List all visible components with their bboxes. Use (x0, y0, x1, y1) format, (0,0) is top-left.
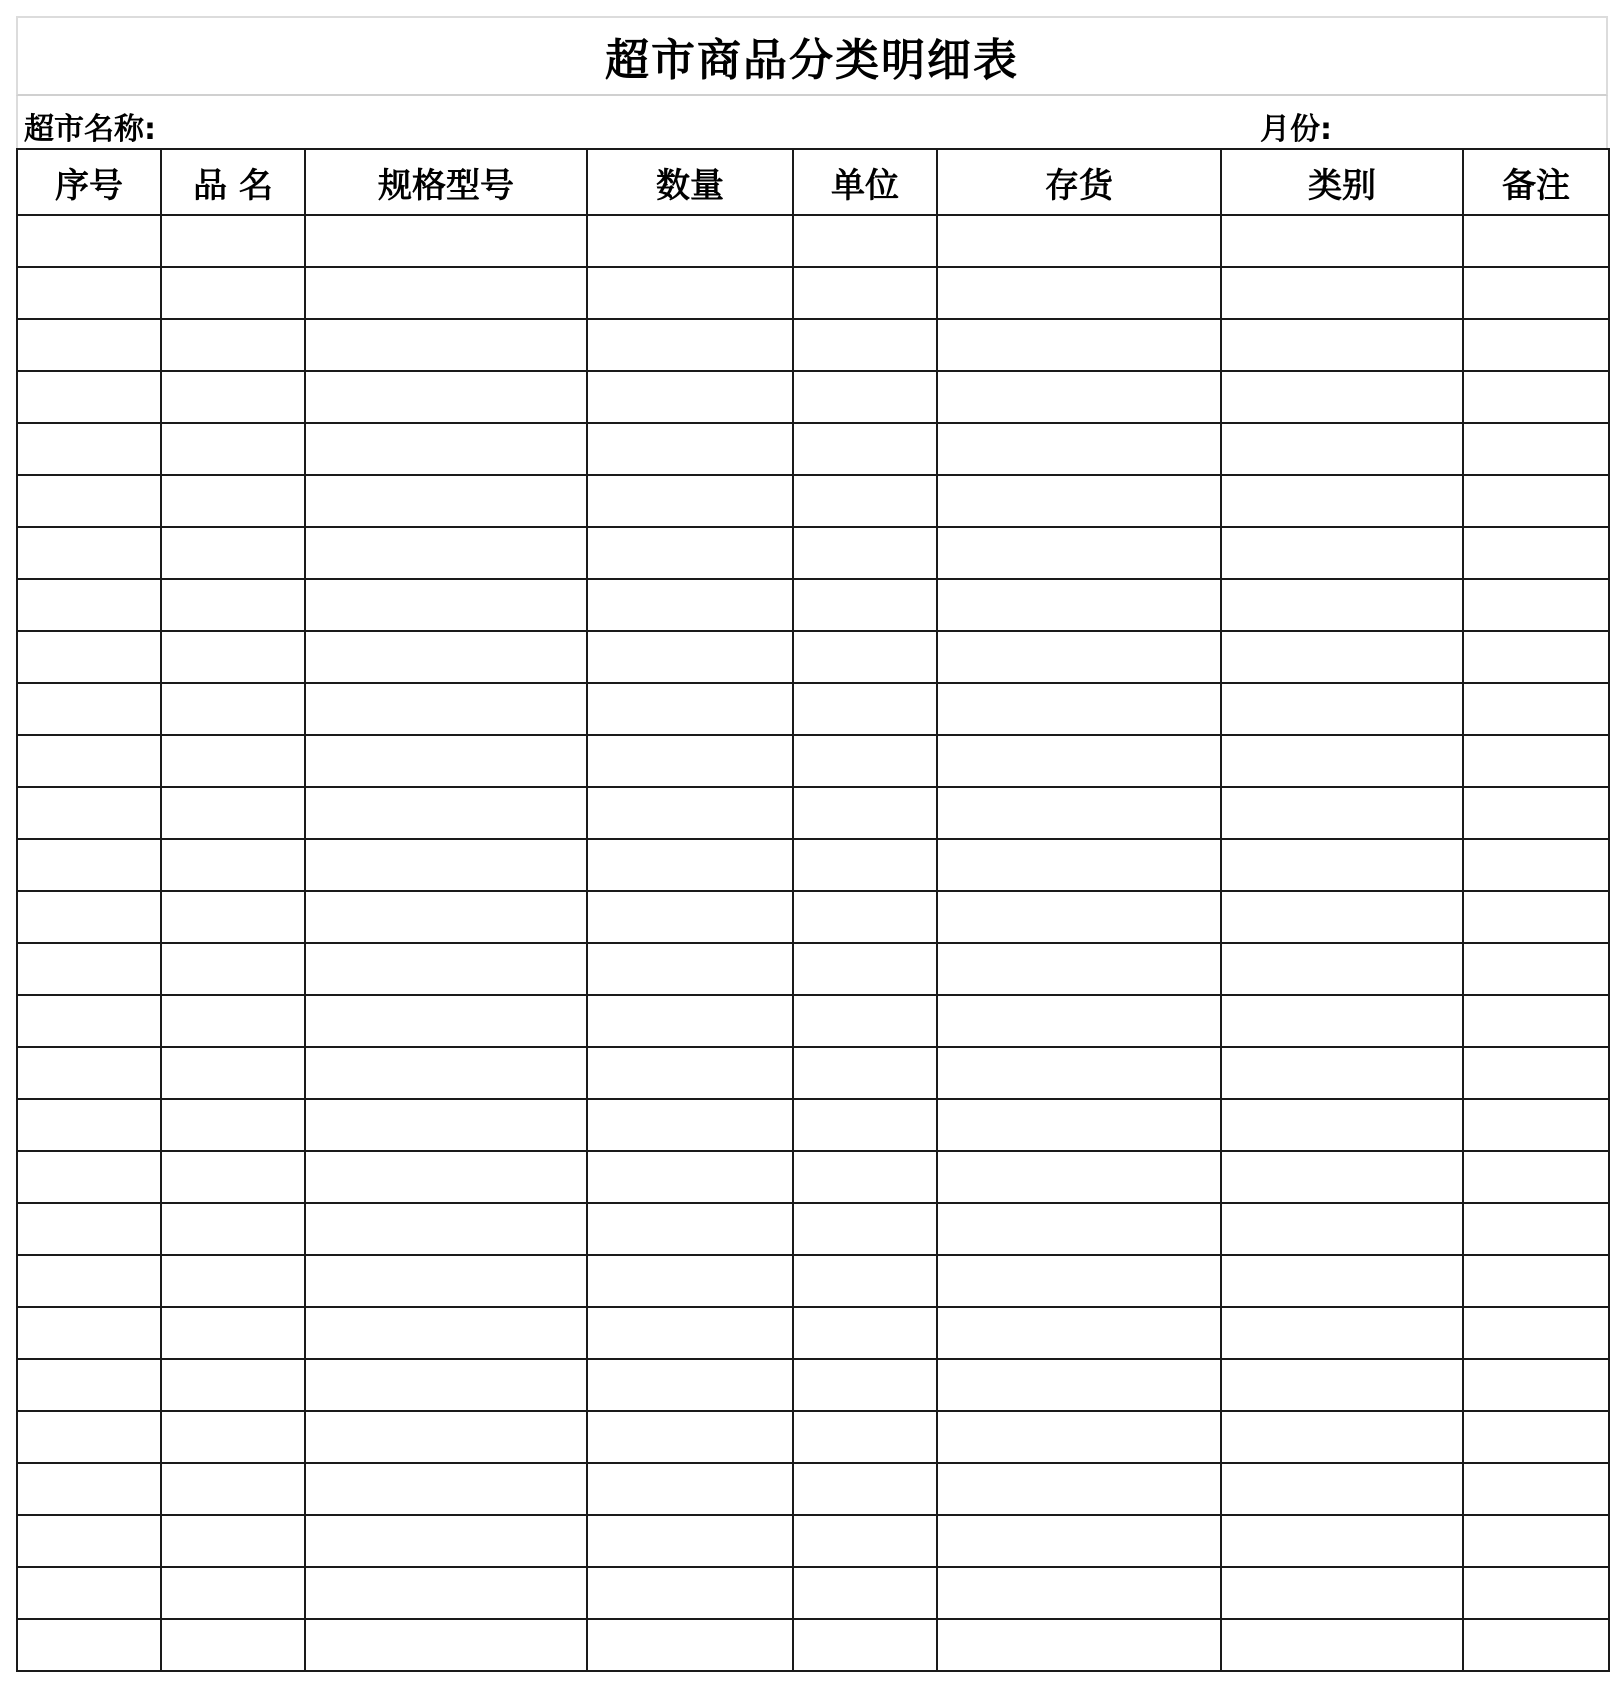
table-cell[interactable] (305, 631, 587, 683)
table-cell[interactable] (1463, 579, 1609, 631)
table-cell[interactable] (793, 423, 937, 475)
table-cell[interactable] (937, 1203, 1221, 1255)
table-row (17, 995, 1609, 1047)
table-cell[interactable] (161, 839, 305, 891)
table-cell[interactable] (161, 1099, 305, 1151)
table-cell[interactable] (1463, 1047, 1609, 1099)
table-cell[interactable] (793, 1203, 937, 1255)
table-cell[interactable] (793, 1619, 937, 1671)
table-row (17, 527, 1609, 579)
table-cell[interactable] (587, 1463, 793, 1515)
table-cell[interactable] (587, 891, 793, 943)
table-cell[interactable] (1463, 267, 1609, 319)
table-cell[interactable] (305, 1255, 587, 1307)
table-cell[interactable] (161, 631, 305, 683)
store-name-label: 超市名称: (24, 112, 156, 147)
table-cell[interactable] (1221, 1151, 1463, 1203)
table-cell[interactable] (1463, 1203, 1609, 1255)
table-row (17, 1047, 1609, 1099)
table-row (17, 579, 1609, 631)
table-cell[interactable] (937, 215, 1221, 267)
table-cell[interactable] (587, 1411, 793, 1463)
table-cell[interactable] (161, 787, 305, 839)
table-cell[interactable] (793, 1515, 937, 1567)
goods-table (16, 148, 1610, 1672)
table-cell[interactable] (161, 579, 305, 631)
table-cell[interactable] (161, 943, 305, 995)
table-cell[interactable] (587, 631, 793, 683)
table-row (17, 371, 1609, 423)
table-cell[interactable] (161, 1151, 305, 1203)
table-cell[interactable] (937, 527, 1221, 579)
table-cell[interactable] (937, 1151, 1221, 1203)
table-cell[interactable] (17, 475, 161, 527)
table-cell[interactable] (793, 319, 937, 371)
table-cell[interactable] (793, 1047, 937, 1099)
table-cell[interactable] (793, 527, 937, 579)
table-cell[interactable] (937, 995, 1221, 1047)
table-cell[interactable] (1221, 1359, 1463, 1411)
table-cell[interactable] (937, 579, 1221, 631)
table-cell[interactable] (1221, 267, 1463, 319)
table-cell[interactable] (793, 995, 937, 1047)
table-cell[interactable] (1463, 423, 1609, 475)
table-cell[interactable] (305, 1099, 587, 1151)
table-cell[interactable] (161, 1411, 305, 1463)
table-cell[interactable] (1463, 1359, 1609, 1411)
table-cell[interactable] (937, 1411, 1221, 1463)
table-cell[interactable] (161, 1203, 305, 1255)
table-cell[interactable] (161, 1619, 305, 1671)
table-cell[interactable] (17, 1619, 161, 1671)
table-cell[interactable] (161, 371, 305, 423)
table-cell[interactable] (1463, 1255, 1609, 1307)
table-cell[interactable] (161, 683, 305, 735)
table-cell[interactable] (1463, 215, 1609, 267)
table-cell[interactable] (793, 215, 937, 267)
table-cell[interactable] (793, 943, 937, 995)
column-header-category: 类别 (1221, 149, 1463, 215)
table-cell[interactable] (587, 215, 793, 267)
spreadsheet-form (16, 16, 1608, 1672)
table-cell[interactable] (1221, 1463, 1463, 1515)
table-cell[interactable] (161, 1255, 305, 1307)
table-cell[interactable] (937, 1567, 1221, 1619)
table-cell[interactable] (1221, 215, 1463, 267)
table-cell[interactable] (17, 267, 161, 319)
table-cell[interactable] (1221, 1411, 1463, 1463)
table-cell[interactable] (305, 1567, 587, 1619)
table-row (17, 267, 1609, 319)
table-cell[interactable] (1221, 1515, 1463, 1567)
table-cell[interactable] (17, 735, 161, 787)
table-cell[interactable] (161, 475, 305, 527)
table-cell[interactable] (587, 995, 793, 1047)
table-cell[interactable] (305, 735, 587, 787)
table-cell[interactable] (17, 579, 161, 631)
table-cell[interactable] (161, 319, 305, 371)
table-cell[interactable] (587, 1047, 793, 1099)
table-cell[interactable] (587, 1151, 793, 1203)
table-cell[interactable] (587, 423, 793, 475)
table-cell[interactable] (161, 267, 305, 319)
table-row (17, 1359, 1609, 1411)
table-cell[interactable] (793, 683, 937, 735)
table-row (17, 1567, 1609, 1619)
table-cell[interactable] (17, 371, 161, 423)
table-cell[interactable] (1463, 735, 1609, 787)
table-row (17, 631, 1609, 683)
table-cell[interactable] (587, 1203, 793, 1255)
table-cell[interactable] (587, 319, 793, 371)
table-cell[interactable] (937, 839, 1221, 891)
table-cell[interactable] (793, 1359, 937, 1411)
table-cell[interactable] (793, 267, 937, 319)
table-cell[interactable] (305, 787, 587, 839)
table-cell[interactable] (17, 215, 161, 267)
table-row (17, 1619, 1609, 1671)
table-cell[interactable] (17, 1047, 161, 1099)
table-cell[interactable] (305, 943, 587, 995)
table-cell[interactable] (1221, 995, 1463, 1047)
table-cell[interactable] (17, 1307, 161, 1359)
column-header-quantity: 数量 (587, 149, 793, 215)
table-cell[interactable] (793, 735, 937, 787)
table-row (17, 1307, 1609, 1359)
table-cell[interactable] (1221, 579, 1463, 631)
table-cell[interactable] (305, 1359, 587, 1411)
table-cell[interactable] (17, 1255, 161, 1307)
table-cell[interactable] (587, 267, 793, 319)
table-cell[interactable] (161, 1359, 305, 1411)
table-cell[interactable] (305, 839, 587, 891)
table-cell[interactable] (937, 787, 1221, 839)
table-cell[interactable] (587, 1567, 793, 1619)
table-cell[interactable] (937, 1255, 1221, 1307)
table-cell[interactable] (1463, 943, 1609, 995)
table-cell[interactable] (305, 1047, 587, 1099)
table-cell[interactable] (305, 1619, 587, 1671)
table-cell[interactable] (937, 267, 1221, 319)
table-cell[interactable] (793, 1411, 937, 1463)
table-cell[interactable] (1463, 891, 1609, 943)
table-cell[interactable] (17, 1099, 161, 1151)
table-row (17, 215, 1609, 267)
table-cell[interactable] (793, 839, 937, 891)
column-header-spec: 规格型号 (305, 149, 587, 215)
table-cell[interactable] (17, 1151, 161, 1203)
table-cell[interactable] (793, 1255, 937, 1307)
table-cell[interactable] (1221, 631, 1463, 683)
table-row (17, 319, 1609, 371)
table-cell[interactable] (1463, 683, 1609, 735)
table-cell[interactable] (1221, 319, 1463, 371)
table-cell[interactable] (305, 215, 587, 267)
table-cell[interactable] (1221, 891, 1463, 943)
table-cell[interactable] (1463, 839, 1609, 891)
table-cell[interactable] (1463, 631, 1609, 683)
table-cell[interactable] (587, 1255, 793, 1307)
table-cell[interactable] (793, 891, 937, 943)
table-cell[interactable] (1463, 1515, 1609, 1567)
table-cell[interactable] (587, 839, 793, 891)
table-cell[interactable] (587, 1619, 793, 1671)
table-cell[interactable] (17, 527, 161, 579)
table-cell[interactable] (937, 683, 1221, 735)
table-cell[interactable] (305, 1203, 587, 1255)
table-cell[interactable] (937, 1463, 1221, 1515)
table-cell[interactable] (793, 787, 937, 839)
table-cell[interactable] (937, 631, 1221, 683)
table-cell[interactable] (1221, 1307, 1463, 1359)
table-row (17, 423, 1609, 475)
table-cell[interactable] (587, 579, 793, 631)
table-cell[interactable] (587, 475, 793, 527)
table-cell[interactable] (587, 371, 793, 423)
column-header-index: 序号 (17, 149, 161, 215)
table-row (17, 839, 1609, 891)
table-cell[interactable] (17, 1359, 161, 1411)
table-cell[interactable] (937, 475, 1221, 527)
column-header-name: 品 名 (161, 149, 305, 215)
table-cell[interactable] (1463, 319, 1609, 371)
table-cell[interactable] (1221, 371, 1463, 423)
info-row (16, 96, 1608, 148)
table-cell[interactable] (17, 683, 161, 735)
table-cell[interactable] (937, 371, 1221, 423)
table-cell[interactable] (305, 1463, 587, 1515)
table-cell[interactable] (305, 891, 587, 943)
table-cell[interactable] (937, 1515, 1221, 1567)
table-cell[interactable] (1221, 839, 1463, 891)
table-cell[interactable] (587, 787, 793, 839)
table-cell[interactable] (1221, 1567, 1463, 1619)
table-cell[interactable] (1221, 1619, 1463, 1671)
table-cell[interactable] (305, 267, 587, 319)
table-cell[interactable] (17, 1463, 161, 1515)
table-cell[interactable] (1221, 735, 1463, 787)
table-cell[interactable] (937, 1099, 1221, 1151)
table-cell[interactable] (161, 1047, 305, 1099)
table-cell[interactable] (161, 1515, 305, 1567)
table-cell[interactable] (937, 943, 1221, 995)
table-cell[interactable] (937, 1359, 1221, 1411)
table-cell[interactable] (161, 995, 305, 1047)
table-cell[interactable] (793, 1151, 937, 1203)
table-cell[interactable] (1463, 1463, 1609, 1515)
table-cell[interactable] (305, 995, 587, 1047)
table-row (17, 891, 1609, 943)
table-cell[interactable] (17, 839, 161, 891)
table-cell[interactable] (161, 1463, 305, 1515)
table-cell[interactable] (1463, 1619, 1609, 1671)
table-row (17, 1203, 1609, 1255)
table-cell[interactable] (587, 943, 793, 995)
month-label: 月份: (1260, 112, 1332, 147)
table-cell[interactable] (937, 1619, 1221, 1671)
table-cell[interactable] (305, 1515, 587, 1567)
table-cell[interactable] (1221, 475, 1463, 527)
table-row (17, 1151, 1609, 1203)
table-cell[interactable] (587, 1515, 793, 1567)
table-cell[interactable] (793, 1463, 937, 1515)
table-cell[interactable] (1463, 475, 1609, 527)
table-row (17, 1411, 1609, 1463)
table-cell[interactable] (305, 683, 587, 735)
table-cell[interactable] (17, 1411, 161, 1463)
table-cell[interactable] (1463, 995, 1609, 1047)
table-cell[interactable] (17, 943, 161, 995)
table-cell[interactable] (1463, 527, 1609, 579)
table-cell[interactable] (1463, 371, 1609, 423)
table-row (17, 787, 1609, 839)
table-cell[interactable] (17, 1515, 161, 1567)
table-cell[interactable] (1463, 1151, 1609, 1203)
table-cell[interactable] (305, 579, 587, 631)
table-body (17, 215, 1609, 1671)
column-header-stock: 存货 (937, 149, 1221, 215)
table-cell[interactable] (587, 1307, 793, 1359)
table-cell[interactable] (793, 631, 937, 683)
table-cell[interactable] (793, 1567, 937, 1619)
table-cell[interactable] (161, 735, 305, 787)
table-cell[interactable] (305, 527, 587, 579)
table-row (17, 1463, 1609, 1515)
table-cell[interactable] (1221, 527, 1463, 579)
table-cell[interactable] (587, 1359, 793, 1411)
table-cell[interactable] (1221, 943, 1463, 995)
table-cell[interactable] (17, 319, 161, 371)
table-cell[interactable] (1221, 1099, 1463, 1151)
page-title: 超市商品分类明细表 (605, 35, 1019, 86)
table-cell[interactable] (305, 1411, 587, 1463)
table-cell[interactable] (17, 787, 161, 839)
table-cell[interactable] (305, 1307, 587, 1359)
table-row (17, 943, 1609, 995)
table-cell[interactable] (305, 1151, 587, 1203)
table-cell[interactable] (587, 527, 793, 579)
table-row (17, 475, 1609, 527)
table-cell[interactable] (587, 1099, 793, 1151)
table-cell[interactable] (17, 423, 161, 475)
table-cell[interactable] (937, 1307, 1221, 1359)
table-cell[interactable] (793, 579, 937, 631)
table-cell[interactable] (161, 423, 305, 475)
column-header-remarks: 备注 (1463, 149, 1609, 215)
table-row (17, 1099, 1609, 1151)
table-row (17, 683, 1609, 735)
table-cell[interactable] (305, 475, 587, 527)
table-cell[interactable] (793, 475, 937, 527)
table-row (17, 1515, 1609, 1567)
table-cell[interactable] (1221, 423, 1463, 475)
table-cell[interactable] (305, 371, 587, 423)
table-cell[interactable] (1221, 1203, 1463, 1255)
table-cell[interactable] (1221, 1047, 1463, 1099)
table-cell[interactable] (793, 1307, 937, 1359)
table-cell[interactable] (17, 631, 161, 683)
table-cell[interactable] (1463, 1307, 1609, 1359)
table-cell[interactable] (937, 735, 1221, 787)
table-cell[interactable] (1463, 1099, 1609, 1151)
table-header-row (17, 149, 1609, 215)
table-cell[interactable] (587, 683, 793, 735)
column-header-unit: 单位 (793, 149, 937, 215)
table-cell[interactable] (161, 1307, 305, 1359)
table-cell[interactable] (937, 1047, 1221, 1099)
table-cell[interactable] (305, 423, 587, 475)
table-cell[interactable] (793, 1099, 937, 1151)
table-cell[interactable] (1463, 787, 1609, 839)
table-row (17, 735, 1609, 787)
table-cell[interactable] (1221, 1255, 1463, 1307)
table-cell[interactable] (1221, 787, 1463, 839)
table-cell[interactable] (587, 735, 793, 787)
table-cell[interactable] (1221, 683, 1463, 735)
table-cell[interactable] (1463, 1567, 1609, 1619)
table-cell[interactable] (17, 995, 161, 1047)
table-cell[interactable] (17, 1567, 161, 1619)
table-cell[interactable] (17, 891, 161, 943)
table-cell[interactable] (937, 891, 1221, 943)
table-cell[interactable] (161, 891, 305, 943)
table-cell[interactable] (1463, 1411, 1609, 1463)
table-row (17, 1255, 1609, 1307)
title-bar (16, 16, 1608, 96)
table-cell[interactable] (937, 423, 1221, 475)
table-cell[interactable] (161, 1567, 305, 1619)
table-cell[interactable] (937, 319, 1221, 371)
table-cell[interactable] (161, 527, 305, 579)
table-cell[interactable] (161, 215, 305, 267)
table-cell[interactable] (793, 371, 937, 423)
table-cell[interactable] (305, 319, 587, 371)
table-cell[interactable] (17, 1203, 161, 1255)
